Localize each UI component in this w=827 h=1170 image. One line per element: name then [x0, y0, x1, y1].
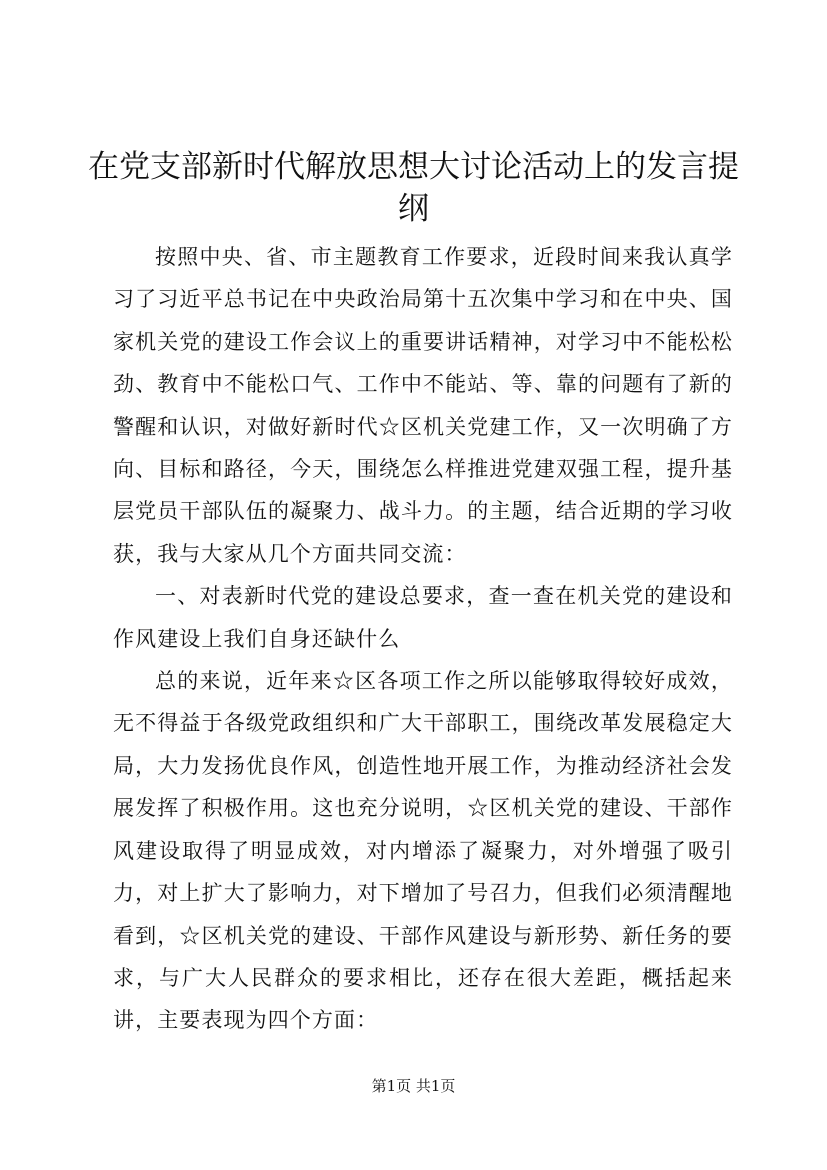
- paragraph-intro: 按照中央、省、市主题教育工作要求，近段时间来我认真学习了习近平总书记在中央政治局第十五次集中学习和在中央、国家机关党的建设工作会议上的重要讲话精神，对学习中不能松松劲、教育中不能松口气、工作中不能站、等、靠的问题有了新的警醒和认识，对做好新时代☆区机关党建工作，又一次明确了方向、目标和路径，今天，围绕怎么样推进党建双强工程，提升基层党员干部队伍的凝聚力、战斗力。的主题，结合近期的学习收获，我与大家从几个方面共同交流：: [113, 245, 733, 566]
- paragraph-section-heading: 一、对表新时代党的建设总要求，查一查在机关党的建设和作风建设上我们自身还缺什么: [113, 584, 733, 651]
- page-footer: 第1页 共1页: [371, 1077, 456, 1095]
- document-body: [113, 236, 733, 1042]
- paragraph-summary: 总的来说，近年来☆区各项工作之所以能够取得较好成效，无不得益于各级党政组织和广大干部职工，围绕改革发展稳定大局，大力发扬优良作风，创造性地开展工作，为推动经济社会发展发挥了积极作用。这也充分说明，☆区机关党的建设、干部作风建设取得了明显成效，对内增添了凝聚力，对外增强了吸引力，对上扩大了影响力，对下增加了号召力，但我们必须清醒地看到，☆区机关党的建设、干部作风建设与新形势、新任务的要求，与广大人民群众的要求相比，还存在很大差距，概括起来讲，主要表现为四个方面：: [113, 669, 733, 1033]
- document-title: 在党支部新时代解放思想大讨论活动上的发言提纲: [88, 149, 739, 227]
